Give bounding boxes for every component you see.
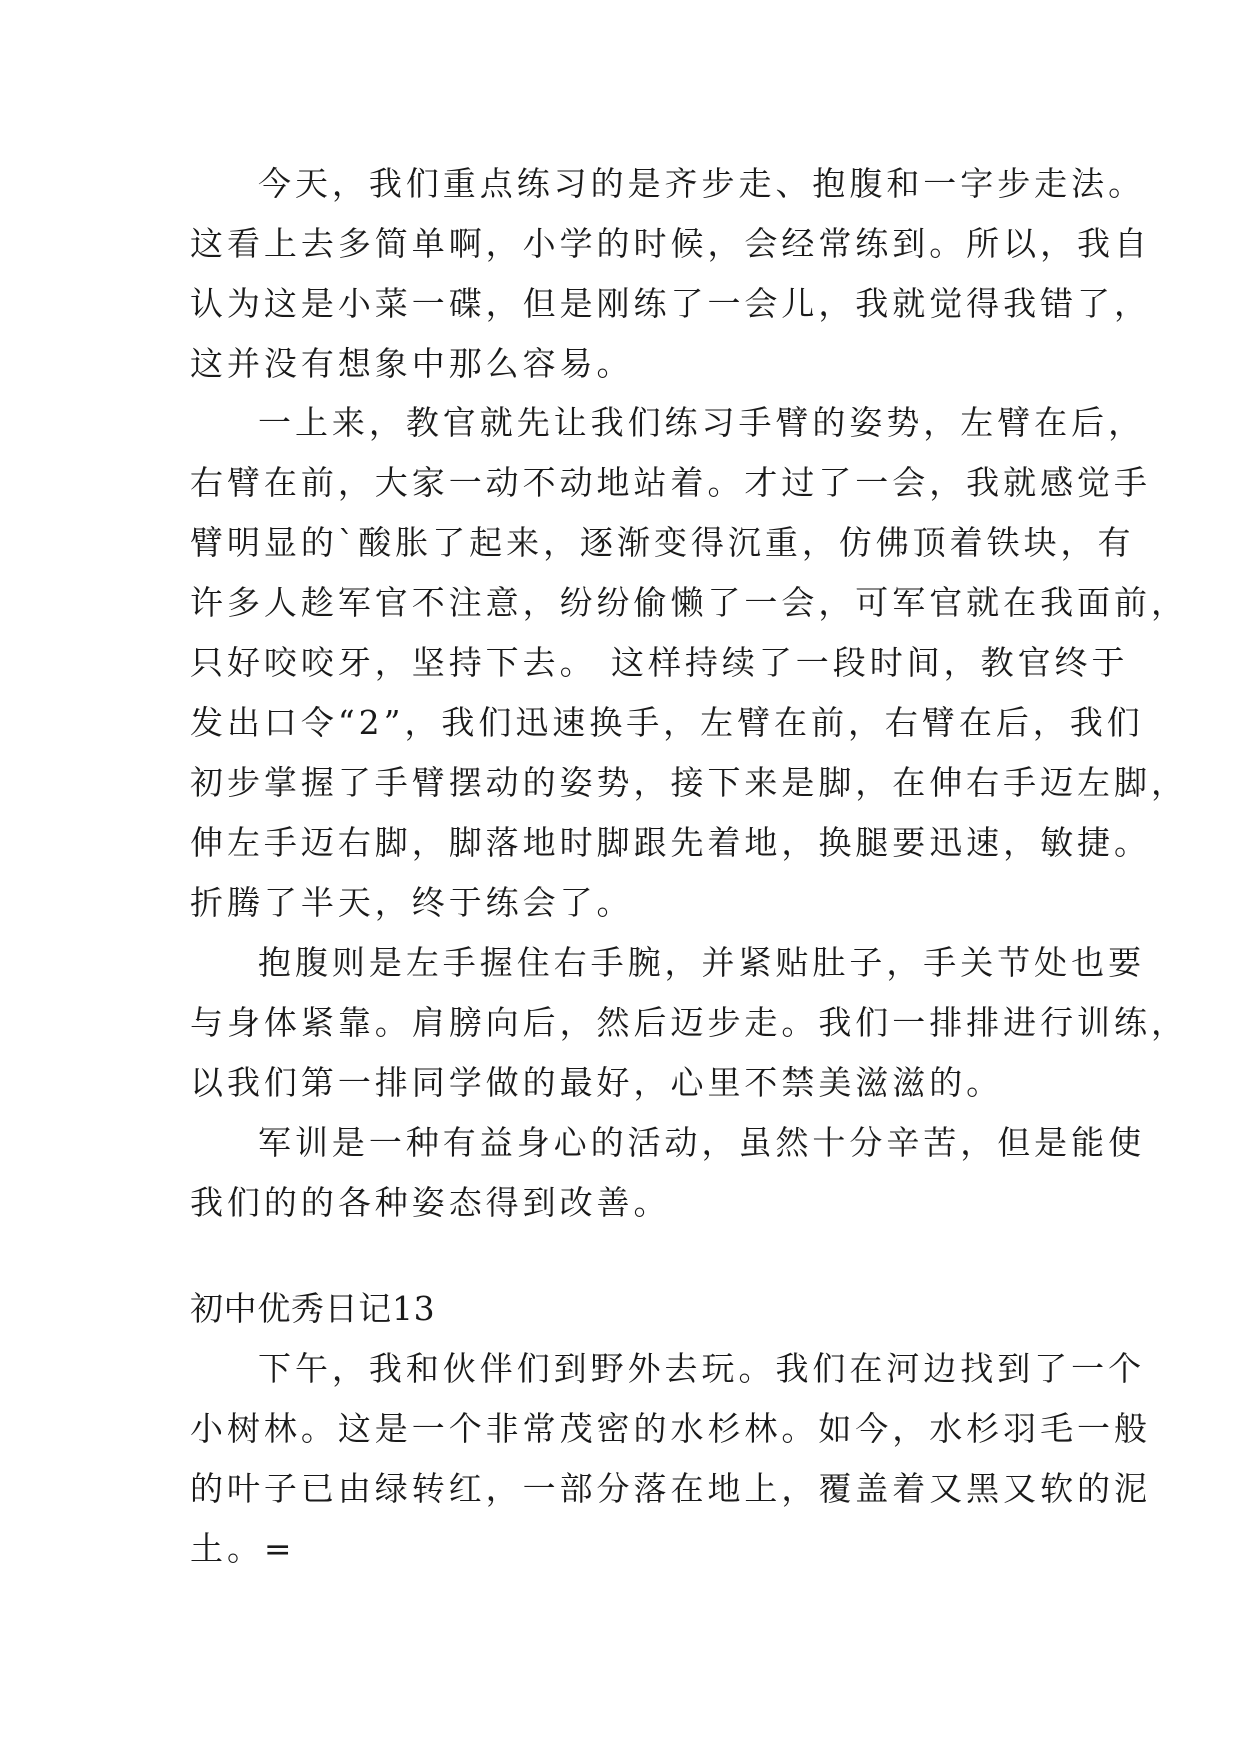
paragraph-line: 这看上去多简单啊，小学的时候，会经常练到。所以，我自 [190, 224, 1151, 263]
paragraph-line: 的叶子已由绿转红，一部分落在地上，覆盖着又黑又软的泥 [190, 1469, 1151, 1508]
paragraph-line: 认为这是小菜一碟，但是刚练了一会儿，我就觉得我错了， [190, 284, 1151, 323]
paragraph-line: 一上来，教官就先让我们练习手臂的姿势，左臂在后， [258, 403, 1146, 442]
paragraph-line: 与身体紧靠。肩膀向后，然后迈步走。我们一排排进行训练， [190, 1003, 1188, 1042]
paragraph-line: 折腾了半天，终于练会了。 [190, 883, 634, 922]
paragraph-line: 伸左手迈右脚，脚落地时脚跟先着地，换腿要迅速，敏捷。 [190, 823, 1151, 862]
paragraph-line: 这并没有想象中那么容易。 [190, 344, 634, 383]
paragraph-line: 抱腹则是左手握住右手腕，并紧贴肚子，手关节处也要 [258, 943, 1146, 982]
section-heading: 初中优秀日记13 [190, 1289, 436, 1328]
paragraph-line: 以我们第一排同学做的最好，心里不禁美滋滋的。 [190, 1063, 1004, 1102]
paragraph-line: 右臂在前，大家一动不动地站着。才过了一会，我就感觉手 [190, 463, 1151, 502]
paragraph-line: 军训是一种有益身心的活动，虽然十分辛苦，但是能使 [258, 1123, 1146, 1162]
paragraph-line: 发出口令“2”，我们迅速换手，左臂在前，右臂在后，我们 [190, 703, 1144, 742]
paragraph-line: 许多人趁军官不注意，纷纷偷懒了一会，可军官就在我面前， [190, 583, 1188, 622]
paragraph-line: 初步掌握了手臂摆动的姿势，接下来是脚，在伸右手迈左脚， [190, 763, 1188, 802]
paragraph-line: 我们的的各种姿态得到改善。 [190, 1183, 671, 1222]
paragraph-line: 下午，我和伙伴们到野外去玩。我们在河边找到了一个 [258, 1349, 1146, 1388]
paragraph-line: 土。= [190, 1529, 296, 1568]
paragraph-line: 只好咬咬牙，坚持下去。 这样持续了一段时间，教官终于 [190, 643, 1129, 682]
paragraph-line: 小树林。这是一个非常茂密的水杉林。如今，水杉羽毛一般 [190, 1409, 1151, 1448]
paragraph-line: 臂明显的`酸胀了起来，逐渐变得沉重，仿佛顶着铁块，有 [190, 523, 1135, 562]
paragraph-line: 今天，我们重点练习的是齐步走、抱腹和一字步走法。 [258, 164, 1146, 203]
